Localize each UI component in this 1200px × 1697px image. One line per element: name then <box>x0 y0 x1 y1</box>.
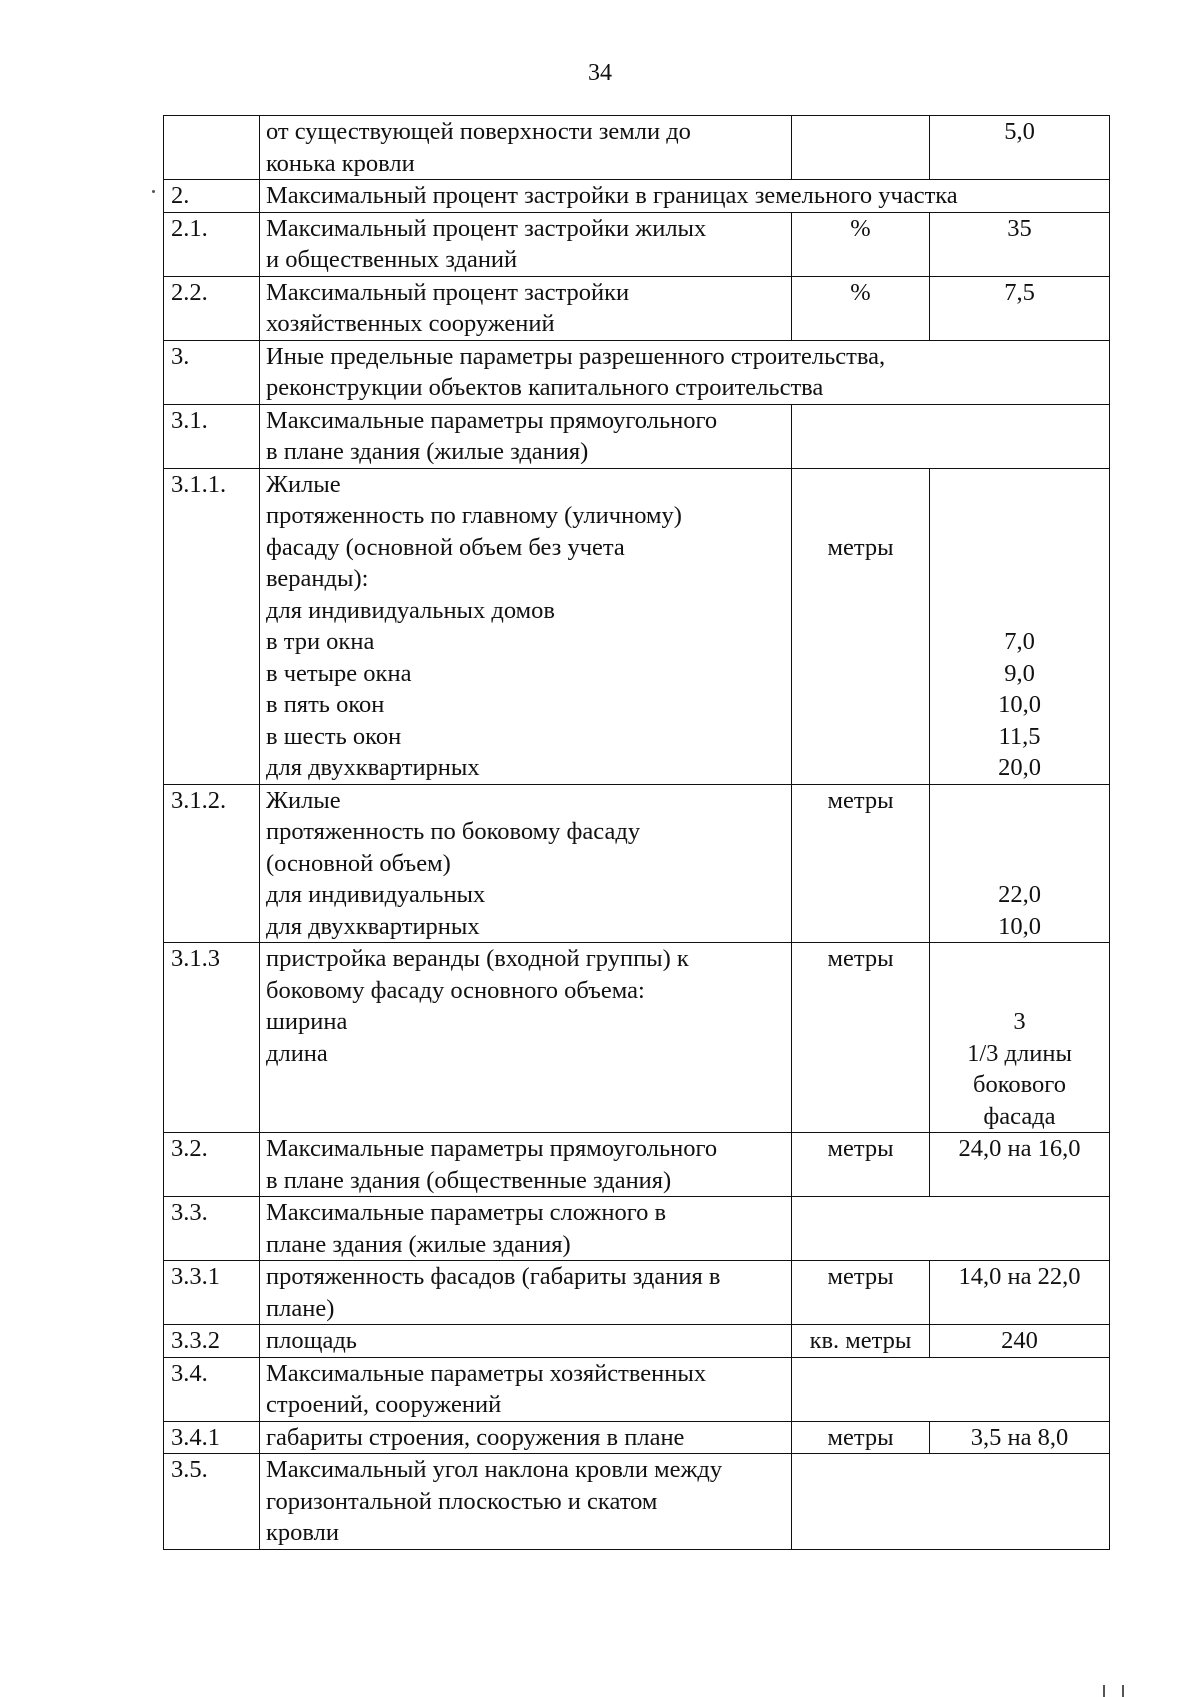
parameter-description-cell <box>260 1325 792 1358</box>
value-cell <box>930 784 1110 943</box>
description-line: Жилые <box>266 470 341 498</box>
description-line: в три окна <box>266 628 375 655</box>
description-line: для индивидуальных <box>266 881 486 908</box>
unit-line: метры <box>827 1263 894 1290</box>
unit-line: кв. метры <box>809 1327 912 1354</box>
item-number-cell: 3.1.1. <box>164 468 260 784</box>
value-line: 24,0 на 16,0 <box>958 1135 1081 1162</box>
item-number-cell: 2.2. <box>164 276 260 340</box>
value-line: 11,5 <box>998 722 1041 750</box>
value-cell <box>930 468 1110 784</box>
item-number-cell: 3.1.3 <box>164 943 260 1133</box>
unit-cell <box>792 1325 930 1358</box>
description-line: Максимальный процент застройки в границах земельного участка <box>266 182 958 209</box>
unit-value-empty-cell <box>792 404 1110 468</box>
description-line: ширина <box>266 1008 348 1035</box>
description-line: плане) <box>266 1294 335 1322</box>
table-row <box>164 784 1110 943</box>
item-number-cell: 3. <box>164 340 260 404</box>
item-number-cell: 3.4. <box>164 1357 260 1421</box>
description-line: фасаду (основной объем без учета <box>266 533 625 561</box>
item-number-cell <box>164 116 260 180</box>
parameter-description-cell <box>260 116 792 180</box>
value-cell <box>930 116 1110 180</box>
unit-line: метры <box>827 945 894 972</box>
description-line: веранды): <box>266 565 369 592</box>
description-line <box>266 1101 785 1133</box>
description-line: в плане здания (общественные здания) <box>266 1166 672 1194</box>
parameter-description-cell <box>260 212 792 276</box>
table-row <box>164 468 1110 784</box>
value-line: 1/3 длины <box>967 1039 1072 1067</box>
value-line: 3,5 на 8,0 <box>970 1423 1069 1451</box>
table-row <box>164 1357 1110 1421</box>
value-line: 20,0 <box>998 754 1041 781</box>
value-line: 7,0 <box>1004 628 1035 655</box>
table-row <box>164 404 1110 468</box>
item-number-cell: 3.4.1 <box>164 1421 260 1454</box>
value-cell <box>930 1133 1110 1197</box>
item-number-cell: 2. <box>164 180 260 213</box>
unit-line <box>796 500 925 532</box>
item-number-cell: 3.3.2 <box>164 1325 260 1358</box>
description-line: длина <box>266 1039 328 1067</box>
description-line: протяженность по главному (уличному) <box>266 502 682 529</box>
table-row <box>164 1133 1110 1197</box>
item-number-cell: 3.1. <box>164 404 260 468</box>
table-row <box>164 1261 1110 1325</box>
value-cell <box>930 1421 1110 1454</box>
scan-speck <box>152 190 155 193</box>
description-line: в пять окон <box>266 691 385 718</box>
value-line: 35 <box>1007 214 1032 242</box>
description-line: от существующей поверхности земли до <box>266 118 691 145</box>
unit-cell <box>792 1261 930 1325</box>
unit-cell <box>792 276 930 340</box>
description-line: Максимальный угол наклона кровли между <box>266 1456 723 1483</box>
description-line: и общественных зданий <box>266 246 518 273</box>
parameters-table-body <box>164 116 1110 1550</box>
value-line <box>934 975 1105 1007</box>
item-number-cell: 3.1.2. <box>164 784 260 943</box>
description-line: (основной объем) <box>266 849 451 877</box>
item-number-cell: 3.5. <box>164 1454 260 1550</box>
value-line <box>934 500 1105 532</box>
description-line: Максимальные параметры хозяйственных <box>266 1359 707 1387</box>
unit-line: метры <box>827 786 894 814</box>
value-line: 7,5 <box>1004 278 1035 306</box>
description-line: реконструкции объектов капитального строительства <box>266 374 824 401</box>
value-line: фасада <box>983 1102 1056 1130</box>
value-cell <box>930 276 1110 340</box>
table-row <box>164 212 1110 276</box>
table-row <box>164 1454 1110 1550</box>
table-row <box>164 276 1110 340</box>
unit-line <box>796 469 925 501</box>
description-line: Максимальный процент застройки жилых <box>266 214 707 242</box>
parameter-description-cell <box>260 180 1110 213</box>
value-line: 3 <box>1013 1008 1026 1035</box>
value-line <box>934 943 1105 975</box>
value-line <box>934 816 1105 848</box>
value-line: 14,0 на 22,0 <box>958 1263 1081 1290</box>
value-line <box>934 469 1105 501</box>
unit-cell <box>792 1133 930 1197</box>
unit-value-empty-cell <box>792 1454 1110 1550</box>
description-line: строений, сооружений <box>266 1391 502 1418</box>
scan-mark-left <box>1103 1685 1105 1697</box>
description-line: конька кровли <box>266 149 415 177</box>
value-line <box>934 595 1105 627</box>
parameter-description-cell <box>260 404 792 468</box>
table-row <box>164 1421 1110 1454</box>
description-line: площадь <box>266 1327 357 1354</box>
parameter-description-cell <box>260 1421 792 1454</box>
description-line: протяженность по боковому фасаду <box>266 818 641 845</box>
description-line: горизонтальной плоскостью и скатом <box>266 1487 658 1515</box>
table-row <box>164 1325 1110 1358</box>
value-line: 240 <box>1001 1327 1038 1354</box>
table-row <box>164 340 1110 404</box>
description-line: в четыре окна <box>266 659 412 687</box>
value-line <box>934 848 1105 880</box>
item-number-cell: 3.3. <box>164 1197 260 1261</box>
description-line: Иные предельные параметры разрешенного строительства, <box>266 342 886 370</box>
unit-value-empty-cell <box>792 1197 1110 1261</box>
description-line: в плане здания (жилые здания) <box>266 438 589 465</box>
value-line <box>934 532 1105 564</box>
parameter-description-cell <box>260 1133 792 1197</box>
value-cell <box>930 1325 1110 1358</box>
description-line <box>266 1069 785 1101</box>
parameter-description-cell <box>260 276 792 340</box>
description-line: кровли <box>266 1519 339 1546</box>
value-line: бокового <box>973 1071 1066 1098</box>
unit-line: метры <box>827 533 894 561</box>
description-line: в шесть окон <box>266 722 402 750</box>
parameter-description-cell <box>260 1454 792 1550</box>
parameter-description-cell <box>260 1357 792 1421</box>
unit-line: % <box>850 214 871 242</box>
description-line: пристройка веранды (входной группы) к <box>266 945 689 972</box>
unit-cell <box>792 116 930 180</box>
item-number-cell: 3.2. <box>164 1133 260 1197</box>
value-cell <box>930 943 1110 1133</box>
value-line: 10,0 <box>998 912 1041 940</box>
description-line: для двухквартирных <box>266 754 480 781</box>
description-line: Жилые <box>266 786 341 814</box>
unit-line: метры <box>827 1423 894 1451</box>
parameter-description-cell <box>260 340 1110 404</box>
description-line: боковому фасаду основного объема: <box>266 976 645 1004</box>
table-row <box>164 1197 1110 1261</box>
parameter-description-cell <box>260 1261 792 1325</box>
table-row <box>164 116 1110 180</box>
value-line: 9,0 <box>1004 659 1035 687</box>
table-row <box>164 943 1110 1133</box>
unit-cell <box>792 1421 930 1454</box>
unit-cell <box>792 468 930 784</box>
parameter-description-cell <box>260 468 792 784</box>
description-line: протяженность фасадов (габариты здания в <box>266 1263 721 1290</box>
description-line: для двухквартирных <box>266 912 480 940</box>
value-line <box>934 785 1105 817</box>
description-line: габариты строения, сооружения в плане <box>266 1423 685 1451</box>
value-cell <box>930 212 1110 276</box>
page-number: 34 <box>588 60 612 86</box>
parameter-description-cell <box>260 1197 792 1261</box>
unit-cell <box>792 212 930 276</box>
description-line: хозяйственных сооружений <box>266 310 555 337</box>
unit-cell <box>792 784 930 943</box>
value-line: 5,0 <box>1004 118 1035 145</box>
unit-value-empty-cell <box>792 1357 1110 1421</box>
item-number-cell: 3.3.1 <box>164 1261 260 1325</box>
description-line: Максимальные параметры прямоугольного <box>266 406 718 434</box>
unit-line: метры <box>827 1135 894 1162</box>
unit-line: % <box>850 278 871 306</box>
table-row <box>164 180 1110 213</box>
description-line: плане здания (жилые здания) <box>266 1230 571 1258</box>
value-line: 22,0 <box>998 881 1041 908</box>
value-line: 10,0 <box>998 691 1041 718</box>
scan-mark-right <box>1122 1685 1124 1697</box>
item-number-cell: 2.1. <box>164 212 260 276</box>
value-line <box>934 563 1105 595</box>
parameter-description-cell <box>260 943 792 1133</box>
unit-cell <box>792 943 930 1133</box>
description-line: Максимальный процент застройки <box>266 278 630 306</box>
parameters-table <box>163 115 1110 1550</box>
value-cell <box>930 1261 1110 1325</box>
description-line: для индивидуальных домов <box>266 596 555 624</box>
description-line: Максимальные параметры сложного в <box>266 1199 667 1226</box>
description-line: Максимальные параметры прямоугольного <box>266 1135 718 1162</box>
parameter-description-cell <box>260 784 792 943</box>
